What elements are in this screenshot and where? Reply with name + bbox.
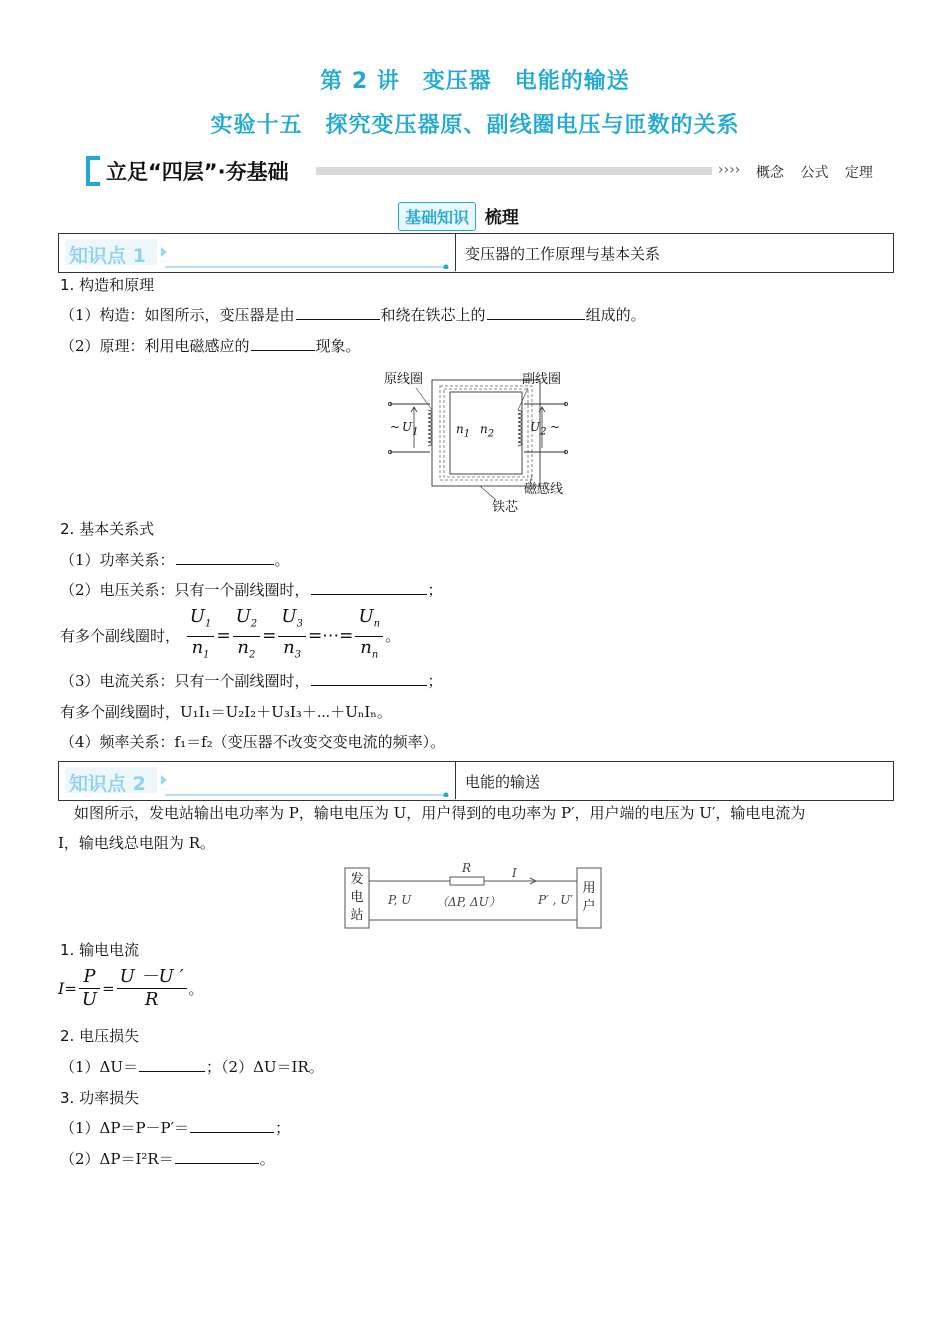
- tag-concept: 概念: [756, 165, 784, 181]
- banner-bracket-icon: [86, 156, 100, 186]
- frac-p-u: $\frac{P}{U}$: [79, 966, 100, 1011]
- label-i: I: [512, 866, 517, 880]
- tag-theorem: 定理: [844, 165, 873, 181]
- label-delta: （ΔP, ΔU）: [436, 895, 501, 909]
- kp1-item1-b: 和绕在铁芯上的: [380, 306, 486, 324]
- label-primary-coil: 原线圈: [384, 372, 424, 387]
- blank-induction[interactable]: [251, 336, 315, 351]
- kp1-item2-a: （2）原理：利用电磁感应的: [60, 337, 250, 355]
- lecture-title: 第 2 讲 变压器 电能的输送: [320, 69, 630, 94]
- experiment-title: 实验十五 探究变压器原、副线圈电压与匝数的关系: [210, 113, 740, 138]
- tag-formula: 公式: [800, 165, 829, 181]
- basics-badge-left: 基础知识: [398, 202, 476, 231]
- kp2-h3: 3. 功率损失: [60, 1089, 140, 1107]
- current-formula: I= $\frac{P}{U}$ = $\frac{U -U '}{R}$ 。: [58, 966, 204, 1010]
- banner-stripe: [316, 167, 712, 175]
- label-n2: $n_2$: [480, 422, 495, 440]
- blank-voltage[interactable]: [311, 580, 427, 595]
- kp2-header: [58, 761, 894, 801]
- frac-u1-n1: $\frac{U_1}{n_1}$: [187, 606, 215, 666]
- label-flux-lines: 磁感线: [524, 482, 564, 497]
- blank-power-loss-2[interactable]: [175, 1149, 259, 1164]
- kp1-multi-voltage: 有多个副线圈时， $\frac{U_1}{n_1}$ = $\frac{U_2}{n_2}$ = $\frac{U_3}{n_3}$ =⋯= $\frac{U_n}{n_n}$ 。: [60, 606, 400, 666]
- kp1-badge: 知识点 1: [69, 245, 146, 267]
- banner-arrows: ››››: [718, 162, 741, 178]
- label-power-station: 发 电 站: [350, 872, 364, 923]
- blank-power-loss-1[interactable]: [190, 1118, 274, 1133]
- kp1-power: （1）功率关系： 。: [60, 551, 290, 569]
- kp1-current: （3）电流关系：只有一个副线圈时， ；: [60, 672, 443, 690]
- blank-current[interactable]: [311, 671, 427, 686]
- kp1-multi-current: 有多个副线圈时，U₁I₁＝U₂I₂＋U₃I₃＋⋯＋UₙIₙ。: [60, 703, 392, 721]
- blank-voltage-loss[interactable]: [139, 1057, 205, 1072]
- label-u1: $U_1$: [402, 420, 419, 438]
- kp1-item2: [60, 336, 361, 356]
- kp2-h1: 1. 输电电流: [60, 941, 140, 959]
- frac-voltage-drop-r: $\frac{U -U '}{R}$: [117, 966, 187, 1011]
- label-user: 用 户: [582, 881, 596, 914]
- label-pu: P, U: [388, 893, 412, 907]
- kp2-intro-line1: 如图所示，发电站输出电功率为 P，输电电压为 U，用户得到的电功率为 P′，用户端的电压为 U′，输电电流为: [74, 804, 806, 822]
- label-pu-prime: P′ , U′: [538, 893, 574, 907]
- label-u2: $U_2$: [530, 420, 547, 438]
- kp1-play-icon: [161, 247, 167, 257]
- blank-power[interactable]: [176, 550, 274, 565]
- frac-u2-n2: $\frac{U_2}{n_2}$: [233, 606, 261, 666]
- label-ac-left: ~: [390, 420, 401, 434]
- kp1-voltage: （2）电压关系：只有一个副线圈时， ；: [60, 581, 443, 599]
- kp1-item1-a: （1）构造：如图所示，变压器是由: [60, 306, 295, 324]
- kp2-intro-line2: I，输电线总电阻为 R。: [58, 834, 215, 852]
- power-loss-1: （1）ΔP＝P－P′＝ ；: [60, 1119, 291, 1137]
- kp2-badge: 知识点 2: [69, 773, 146, 795]
- kp1-item1: [60, 305, 646, 325]
- label-iron-core: 铁芯: [492, 500, 519, 515]
- label-secondary-coil: 副线圈: [522, 372, 562, 387]
- kp1-h2: 2. 基本关系式: [60, 520, 155, 538]
- kp1-item2-b: 现象。: [315, 337, 361, 355]
- label-r: R: [462, 861, 472, 875]
- label-ac-right: ~: [550, 420, 561, 434]
- basics-badge: [398, 202, 519, 228]
- transformer-figure: [380, 366, 580, 516]
- kp2-play-icon: [161, 775, 167, 785]
- section-banner: [80, 152, 892, 190]
- kp2-title: 电能的输送: [465, 773, 541, 791]
- frac-u3-n3: $\frac{U_3}{n_3}$: [278, 606, 306, 666]
- kp1-item1-c: 组成的。: [585, 306, 646, 324]
- blank-coils[interactable]: [487, 305, 585, 320]
- kp1-frequency: （4）频率关系：f₁＝f₂（变压器不改变交变电流的频率）。: [60, 733, 446, 751]
- kp1-h1: 1. 构造和原理: [60, 276, 155, 294]
- banner-tags: [756, 162, 873, 182]
- label-n1: $n_1$: [456, 422, 471, 440]
- kp1-header: [58, 233, 894, 273]
- frac-un-nn: $\frac{U_n}{n_n}$: [355, 606, 383, 666]
- kp1-title: 变压器的工作原理与基本关系: [465, 245, 661, 263]
- voltage-loss: （1）ΔU＝ ；（2）ΔU＝IR。: [60, 1058, 324, 1076]
- banner-label: 立足“四层”·夯基础: [106, 160, 289, 184]
- blank-core[interactable]: [296, 305, 380, 320]
- transmission-figure: [344, 862, 604, 932]
- kp2-h2: 2. 电压损失: [60, 1027, 140, 1045]
- power-loss-2: （2）ΔP＝I²R＝ 。: [60, 1150, 275, 1168]
- basics-badge-right: 梳理: [484, 208, 519, 228]
